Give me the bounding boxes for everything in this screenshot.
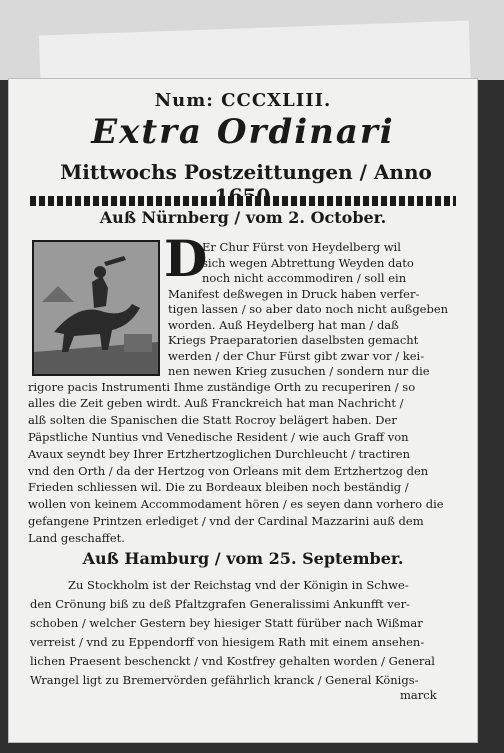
section1-text-line: Kriegs Praeparatorien daselbsten gemacht xyxy=(168,333,419,347)
section2-text-line: Zu Stockholm ist der Reichstag vnd der Königin in Schwe- xyxy=(68,578,409,592)
woodcut-horseman-image xyxy=(32,240,160,376)
section2-text-line: schoben / welcher Gestern bey hiesiger Statt fürüber nach Wißmar xyxy=(30,616,423,630)
section1-text-line: vnd den Orth / da der Hertzog von Orleans mit dem Ertzhertzog den xyxy=(28,463,429,478)
section1-text-line: rigore pacis Instrumenti Ihme zuständige Orth zu recuperiren / so xyxy=(28,379,416,394)
drop-cap: D xyxy=(164,229,208,288)
section1-text-line: Er Chur Fürst von Heydelberg wil xyxy=(202,240,401,254)
section1-text-line: Manifest deßwegen in Druck haben verfer- xyxy=(168,286,420,301)
section1-text-line: noch nicht accommodiren / soll ein xyxy=(202,271,407,285)
masthead-subtitle: Mittwochs Postzeittungen / Anno xyxy=(60,160,432,184)
section1-text-line: wollen von keinem Accommodament hören / es seyen dann vorhero die xyxy=(28,497,444,512)
ornamental-border xyxy=(30,196,456,206)
section1-text-line: Päpstliche Nuntius vnd Venedische Resident / wie auch Graff von xyxy=(28,429,409,444)
newspaper-page xyxy=(8,78,478,743)
section1-text-line: gefangene Printzen erlediget / vnd der Cardinal Mazzarini auß dem xyxy=(28,513,424,528)
section1-text-line: alles die Zeit geben wirdt. Auß Franckreich hat man Nachricht / xyxy=(28,396,404,411)
section-heading-nuernberg: Auß Nürnberg / vom 2. October. xyxy=(99,208,387,227)
section2-text-line: verreist / vnd zu Eppendorff von hiesigem Rath mit einem ansehen- xyxy=(30,635,425,649)
section1-text-line: Avaux seyndt bey Ihrer Ertzhertzoglichen Durchleucht / tractiren xyxy=(28,446,410,461)
section-heading-hamburg: Auß Hamburg / vom 25. September. xyxy=(82,549,404,568)
section2-text-line: den Crönung biß zu deß Pfaltzgrafen Generalissimi Ankunfft ver- xyxy=(30,597,410,611)
section1-text-line: werden / der Chur Fürst gibt zwar vor / kei- xyxy=(168,348,425,363)
section2-text-line: marck xyxy=(400,688,437,702)
masthead-title: Extra Ordinari xyxy=(91,112,395,152)
section2-text-line: Wrangel ligt zu Bremervörden gefährlich kranck / General Königs- xyxy=(30,673,419,687)
section1-text-line: Land geschaffet. xyxy=(28,530,125,545)
section1-text-line: nen newen Krieg zusuchen / sondern nur die xyxy=(168,364,430,378)
section1-text-line: alß solten die Spanischen die Statt Rocroy belägert haben. Der xyxy=(28,413,397,428)
section1-text-line: worden. Auß Heydelberg hat man / daß xyxy=(168,317,399,332)
issue-number: Num: CCCXLIII. xyxy=(154,90,332,111)
woodcut-illustration xyxy=(34,242,158,374)
section1-text-line: Frieden schliessen wil. Die zu Bordeaux bleiben noch beständig / xyxy=(28,480,409,495)
section1-text-line: sich wegen Abtrettung Weyden dato xyxy=(202,255,414,270)
section1-text-line: tigen lassen / so aber dato noch nicht außgeben xyxy=(168,302,449,316)
section2-text-line: lichen Praesent beschenckt / vnd Kostfrey gehalten worden / General xyxy=(30,654,435,668)
